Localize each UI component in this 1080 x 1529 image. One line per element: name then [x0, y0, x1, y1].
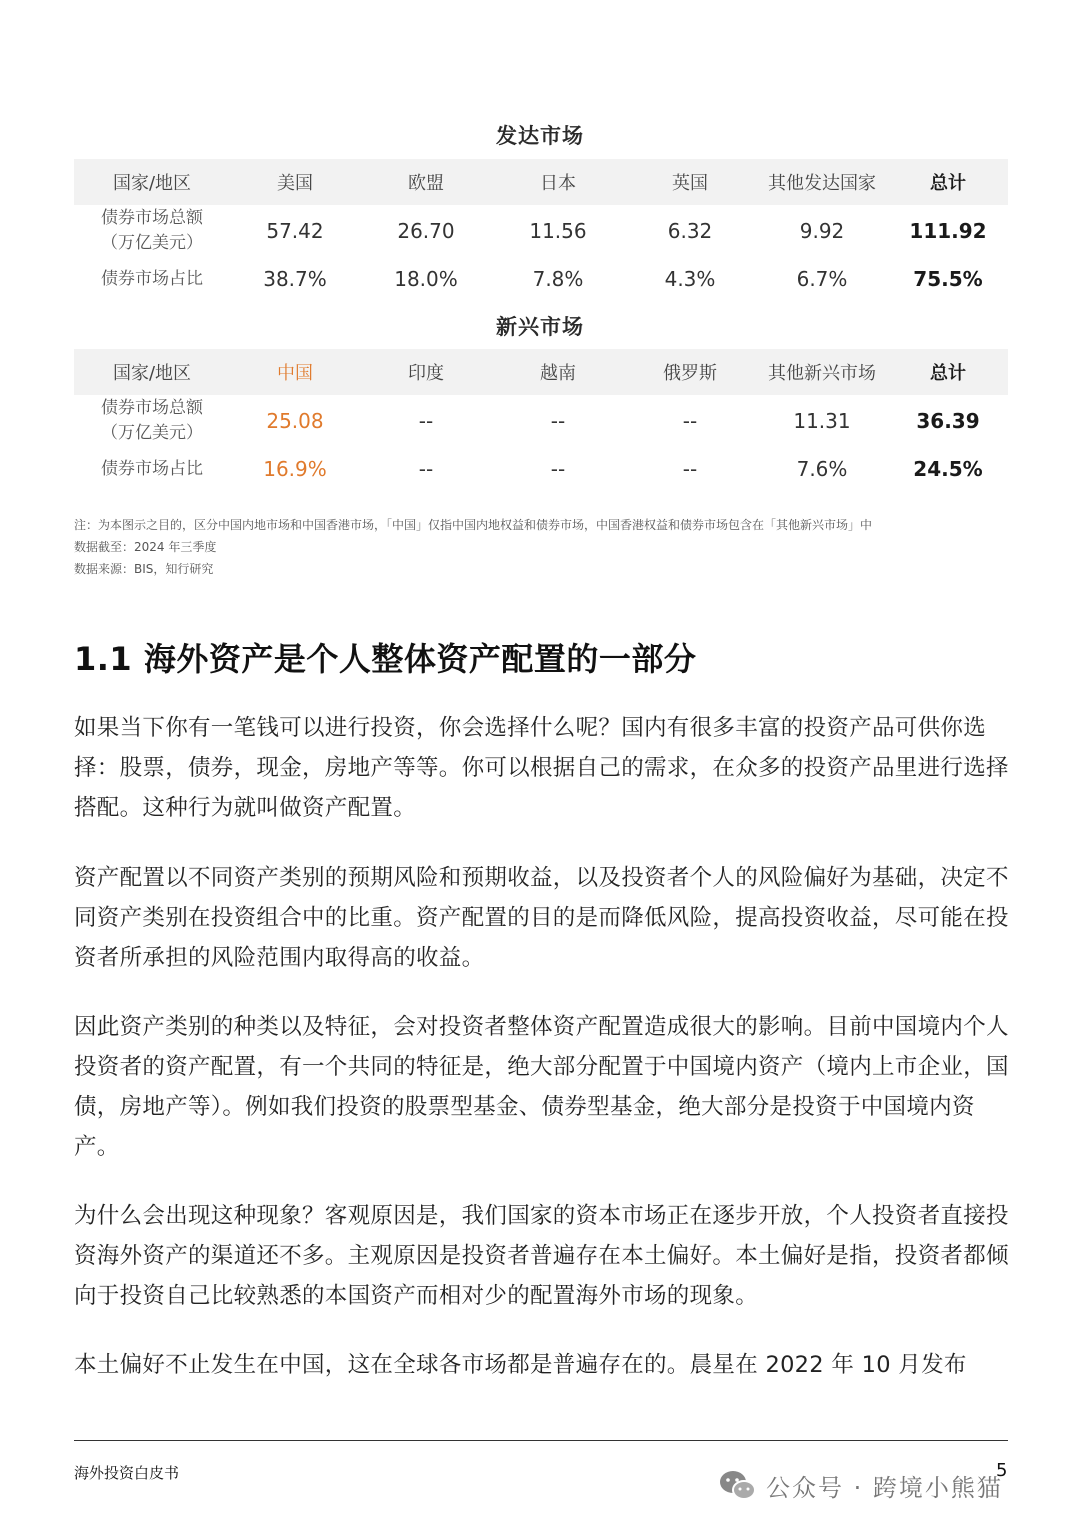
table-row	[74, 205, 1008, 257]
footer-divider	[74, 1440, 1008, 1441]
developed-market-table	[74, 159, 1008, 301]
header-cell: 国家/地区	[112, 173, 192, 194]
table-cell: 7.6%	[796, 457, 848, 481]
header-cell: 总计	[930, 363, 966, 384]
row-label: 债券市场占比	[101, 458, 203, 479]
body-paragraph: 如果当下你有一笔钱可以进行投资，你会选择什么呢？国内有很多丰富的投资产品可供你选择：股票，债券，现金，房地产等等。你可以根据自己的需求，在众多的投资产品里进行选择搭配。这种行为就叫做资产配置。	[74, 715, 1009, 821]
note-line: 数据截至：2024 年三季度	[74, 540, 217, 554]
table-row	[74, 395, 1008, 447]
page-number: 5	[996, 1460, 1008, 1481]
table-cell: 11.56	[529, 219, 587, 243]
table-row	[74, 257, 1008, 301]
table-cell-highlight: 16.9%	[263, 457, 327, 481]
emerging-market-title: 新兴市场	[496, 315, 584, 339]
table-cell: 4.3%	[664, 267, 716, 291]
table-cell: 24.5%	[913, 457, 983, 481]
header-cell: 俄罗斯	[663, 363, 717, 384]
table-cell: --	[682, 409, 698, 433]
table-cell: 18.0%	[394, 267, 458, 291]
note-line: 数据来源：BIS，知行研究	[74, 562, 214, 576]
row-label: 债券市场总额 （万亿美元）	[101, 398, 203, 443]
section-heading: 1.1 海外资产是个人整体资产配置的一部分	[74, 640, 697, 678]
table-cell: 38.7%	[263, 267, 327, 291]
table-cell: 11.31	[793, 409, 851, 433]
table-notes	[74, 514, 1024, 580]
developed-market-title: 发达市场	[496, 124, 584, 148]
note-line: 注：为本图示之目的，区分中国内地市场和中国香港市场，「中国」仅指中国内地权益和债券市场，中国香港权益和债券市场包含在「其他新兴市场」中	[74, 518, 873, 532]
table-header-row	[74, 159, 1008, 205]
table-cell: 9.92	[799, 219, 845, 243]
header-cell: 国家/地区	[112, 363, 192, 384]
body-paragraph: 本土偏好不止发生在中国，这在全球各市场都是普遍存在的。晨星在 2022 年 10 月发布	[74, 1352, 967, 1378]
table-cell: --	[550, 409, 566, 433]
table-cell: 7.8%	[532, 267, 584, 291]
body-paragraph: 因此资产类别的种类以及特征，会对投资者整体资产配置造成很大的影响。目前中国境内个人投资者的资产配置，有一个共同的特征是，绝大部分配置于中国境内资产（境内上市企业，国债，房地产等）。例如我们投资的股票型基金、债券型基金，绝大部分是投资于中国境内资产。	[74, 1014, 1009, 1160]
table-cell: --	[418, 409, 434, 433]
header-cell: 越南	[540, 363, 576, 384]
header-cell: 英国	[672, 173, 708, 194]
table-row	[74, 447, 1008, 491]
header-cell: 欧盟	[408, 173, 444, 194]
table-cell: --	[418, 457, 434, 481]
table-cell: 57.42	[266, 219, 324, 243]
watermark-text: 公众号 · 跨境小熊猫	[766, 1474, 1003, 1502]
table-header-row	[74, 349, 1008, 395]
header-cell: 其他新兴市场	[768, 363, 876, 384]
table-cell: 111.92	[909, 219, 987, 243]
header-cell: 日本	[540, 173, 576, 194]
body-paragraph: 资产配置以不同资产类别的预期风险和预期收益，以及投资者个人的风险偏好为基础，决定不同资产类别在投资组合中的比重。资产配置的目的是而降低风险，提高投资收益，尽可能在投资者所承担的风险范围内取得高的收益。	[74, 865, 1009, 971]
table-cell-highlight: 25.08	[266, 409, 324, 433]
header-cell: 总计	[930, 173, 966, 194]
table-cell: 75.5%	[913, 267, 983, 291]
table-cell: 6.7%	[796, 267, 848, 291]
table-cell: 36.39	[916, 409, 980, 433]
table-cell: 26.70	[397, 219, 455, 243]
footer-doc-title: 海外投资白皮书	[74, 1464, 180, 1482]
table-cell: --	[682, 457, 698, 481]
table-cell: --	[550, 457, 566, 481]
emerging-market-table	[74, 349, 1008, 491]
body-paragraph: 为什么会出现这种现象？客观原因是，我们国家的资本市场正在逐步开放，个人投资者直接投资海外资产的渠道还不多。主观原因是投资者普遍存在本土偏好。本土偏好是指，投资者都倾向于投资自己比较熟悉的本国资产而相对少的配置海外市场的现象。	[74, 1203, 1009, 1309]
header-cell: 印度	[408, 363, 444, 384]
wechat-icon	[718, 1469, 758, 1503]
row-label: 债券市场总额 （万亿美元）	[101, 208, 203, 253]
watermark	[718, 1468, 1003, 1503]
header-cell: 其他发达国家	[768, 173, 876, 194]
row-label: 债券市场占比	[101, 268, 203, 289]
table-cell: 6.32	[667, 219, 713, 243]
header-cell: 美国	[277, 173, 313, 194]
header-cell-highlight: 中国	[277, 363, 313, 384]
